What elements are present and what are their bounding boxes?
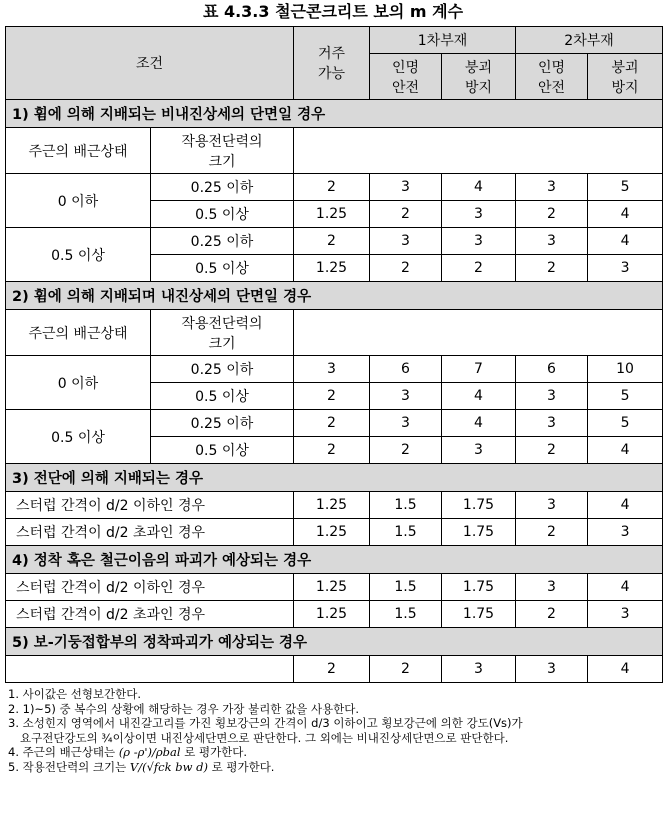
col-rebar-state: 주근의 배근상태 [6, 310, 151, 356]
value-cell: 2 [294, 410, 370, 437]
value-cell: 2 [370, 437, 442, 464]
section-title-row [6, 282, 663, 310]
empty-cell [294, 310, 663, 356]
value-cell: 3 [516, 174, 588, 201]
section-title-row [6, 100, 663, 128]
value-cell: 4 [588, 574, 663, 601]
table-row [6, 410, 663, 437]
value-cell: 3 [516, 410, 588, 437]
table-row [6, 601, 663, 628]
value-cell: 1.75 [442, 574, 516, 601]
value-cell: 1.5 [370, 492, 442, 519]
value-cell: 3 [516, 656, 588, 683]
value-cell: 5 [588, 410, 663, 437]
value-cell: 3 [516, 228, 588, 255]
table-row [6, 519, 663, 546]
value-cell: 2 [442, 255, 516, 282]
row-label: 스터럽 간격이 d/2 초과인 경우 [6, 601, 294, 628]
subheader-row [6, 310, 663, 356]
value-cell: 3 [370, 174, 442, 201]
value-cell: 4 [588, 656, 663, 683]
group-label: 0.5 이상 [6, 228, 151, 282]
header-collapse-2: 붕괴 방지 [588, 54, 663, 100]
value-cell: 2 [370, 255, 442, 282]
value-cell: 4 [588, 492, 663, 519]
value-cell: 2 [294, 228, 370, 255]
shear-label: 0.5 이상 [151, 437, 294, 464]
value-cell: 3 [370, 228, 442, 255]
value-cell: 3 [442, 437, 516, 464]
value-cell: 6 [370, 356, 442, 383]
shear-label: 0.5 이상 [151, 201, 294, 228]
header-habitable: 거주 가능 [294, 27, 370, 100]
value-cell: 1.75 [442, 601, 516, 628]
value-cell: 6 [516, 356, 588, 383]
value-cell: 10 [588, 356, 663, 383]
table-title: 표 4.3.3 철근콘크리트 보의 m 계수 [202, 2, 464, 21]
note-5: 5. 작용전단력의 크기는 V/(√fck bw d) 로 평가한다. [8, 759, 275, 774]
header-condition: 조건 [6, 27, 294, 100]
header-life-safety-2: 인명 안전 [516, 54, 588, 100]
value-cell: 1.75 [442, 519, 516, 546]
value-cell: 4 [588, 201, 663, 228]
section-2-title: 2) 휨에 의해 지배되며 내진상세의 단면일 경우 [6, 282, 663, 310]
row-label: 스터럽 간격이 d/2 초과인 경우 [6, 519, 294, 546]
header-collapse-1: 붕괴 방지 [442, 54, 516, 100]
value-cell: 3 [370, 410, 442, 437]
value-cell: 2 [294, 174, 370, 201]
section-4-title: 4) 정착 혹은 철근이음의 파괴가 예상되는 경우 [6, 546, 663, 574]
header-primary: 1차부재 [370, 27, 516, 54]
header-life-safety-1: 인명 안전 [370, 54, 442, 100]
value-cell: 3 [516, 574, 588, 601]
value-cell: 3 [588, 519, 663, 546]
value-cell: 4 [588, 228, 663, 255]
footnotes [8, 687, 666, 774]
section-title-row [6, 546, 663, 574]
empty-cell [294, 128, 663, 174]
value-cell: 1.5 [370, 574, 442, 601]
rebar-ratio-formula: (ρ -ρ')/ρbal [118, 745, 181, 759]
value-cell: 2 [516, 201, 588, 228]
empty-cell [6, 656, 294, 683]
value-cell: 1.25 [294, 255, 370, 282]
value-cell: 4 [442, 383, 516, 410]
value-cell: 4 [442, 410, 516, 437]
value-cell: 2 [516, 519, 588, 546]
table-row [6, 228, 663, 255]
value-cell: 2 [370, 201, 442, 228]
shear-label: 0.25 이하 [151, 174, 294, 201]
shear-label: 0.25 이하 [151, 356, 294, 383]
value-cell: 1.25 [294, 201, 370, 228]
note-1: 1. 사이값은 선형보간한다. [8, 687, 142, 701]
note-2: 2. 1)~5) 중 복수의 상황에 해당하는 경우 가장 불리한 값을 사용한다. [8, 701, 360, 716]
col-rebar-state: 주근의 배근상태 [6, 128, 151, 174]
value-cell: 1.25 [294, 601, 370, 628]
value-cell: 4 [442, 174, 516, 201]
value-cell: 3 [588, 601, 663, 628]
value-cell: 2 [294, 656, 370, 683]
col-shear-magnitude: 작용전단력의 크기 [151, 310, 294, 356]
note-3a: 3. 소성힌지 영역에서 내진갈고리를 가진 횡보강근의 간격이 d/3 이하이고 횡보강근에 의한 강도(Vs)가 [8, 716, 523, 730]
value-cell: 2 [370, 656, 442, 683]
section-1-title: 1) 휨에 의해 지배되는 비내진상세의 단면일 경우 [6, 100, 663, 128]
shear-label: 0.25 이하 [151, 228, 294, 255]
value-cell: 2 [516, 601, 588, 628]
m-factor-table [5, 26, 663, 683]
col-shear-magnitude: 작용전단력의 크기 [151, 128, 294, 174]
group-label: 0 이하 [6, 356, 151, 410]
header-row-1 [6, 27, 663, 54]
section-5-title: 5) 보-기둥접합부의 정착파괴가 예상되는 경우 [6, 628, 663, 656]
value-cell: 3 [442, 228, 516, 255]
table-row [6, 174, 663, 201]
value-cell: 2 [516, 437, 588, 464]
value-cell: 7 [442, 356, 516, 383]
value-cell: 2 [516, 255, 588, 282]
section-3-title: 3) 전단에 의해 지배되는 경우 [6, 464, 663, 492]
value-cell: 3 [516, 383, 588, 410]
table-row [6, 574, 663, 601]
value-cell: 3 [442, 201, 516, 228]
value-cell: 3 [442, 656, 516, 683]
table-row [6, 492, 663, 519]
row-label: 스터럽 간격이 d/2 이하인 경우 [6, 574, 294, 601]
shear-label: 0.5 이상 [151, 255, 294, 282]
note-4: 4. 주근의 배근상태는 (ρ -ρ')/ρbal 로 평가한다. [8, 745, 248, 759]
value-cell: 1.75 [442, 492, 516, 519]
value-cell: 3 [516, 492, 588, 519]
value-cell: 1.25 [294, 574, 370, 601]
value-cell: 3 [370, 383, 442, 410]
subheader-row [6, 128, 663, 174]
value-cell: 1.25 [294, 519, 370, 546]
shear-label: 0.5 이상 [151, 383, 294, 410]
shear-ratio-formula: V/(√fck bw d) [129, 759, 208, 774]
value-cell: 4 [588, 437, 663, 464]
value-cell: 2 [294, 437, 370, 464]
row-label: 스터럽 간격이 d/2 이하인 경우 [6, 492, 294, 519]
value-cell: 3 [294, 356, 370, 383]
table-row [6, 356, 663, 383]
value-cell: 5 [588, 174, 663, 201]
value-cell: 1.5 [370, 601, 442, 628]
value-cell: 1.5 [370, 519, 442, 546]
note-3b: 요구전단강도의 ¾이상이면 내진상세단면으로 판단한다. 그 외에는 비내진상세단면으로 판단한다. [20, 730, 509, 745]
shear-label: 0.25 이하 [151, 410, 294, 437]
value-cell: 2 [294, 383, 370, 410]
value-cell: 3 [588, 255, 663, 282]
group-label: 0.5 이상 [6, 410, 151, 464]
section-title-row [6, 628, 663, 656]
table-row [6, 656, 663, 683]
group-label: 0 이하 [6, 174, 151, 228]
section-title-row [6, 464, 663, 492]
header-secondary: 2차부재 [516, 27, 663, 54]
value-cell: 1.25 [294, 492, 370, 519]
value-cell: 5 [588, 383, 663, 410]
